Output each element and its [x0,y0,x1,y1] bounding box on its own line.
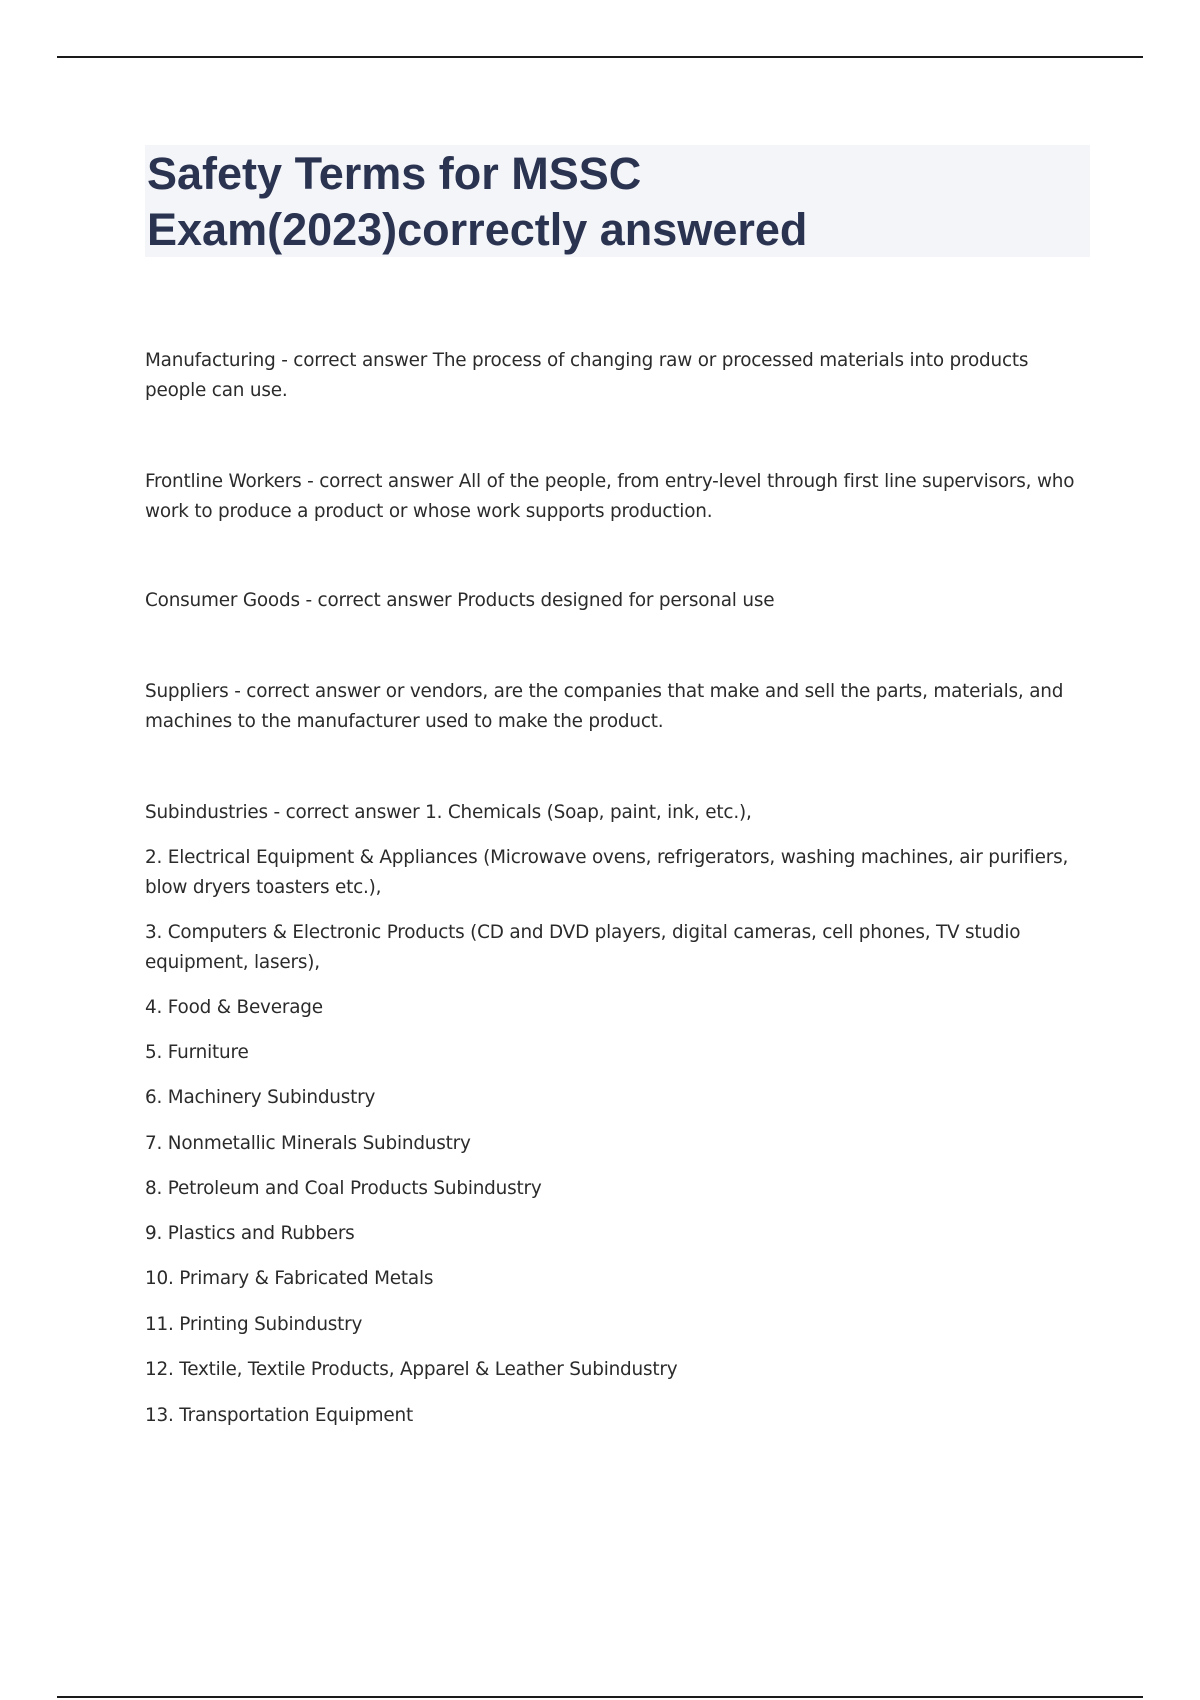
subindustry-item: 9. Plastics and Rubbers [145,1223,355,1244]
subindustry-item: 11. Printing Subindustry [145,1314,363,1335]
subindustry-item: 3. Computers & Electronic Products (CD and DVD players, digital cameras, cell phones, TV studio equipment, lasers), [145,922,1021,973]
subindustry-item: 7. Nonmetallic Minerals Subindustry [145,1133,471,1154]
subindustry-item: 5. Furniture [145,1042,249,1063]
title-line-1: Safety Terms for MSSC [147,148,642,199]
subindustry-item: 2. Electrical Equipment & Appliances (Microwave ovens, refrigerators, washing machines, air purifiers, blow dryers toasters etc.), [145,847,1069,898]
subindustry-item: 8. Petroleum and Coal Products Subindustry [145,1178,542,1199]
subindustry-item: 12. Textile, Textile Products, Apparel & Leather Subindustry [145,1359,678,1380]
term-manufacturing: Manufacturing - correct answer The process of changing raw or processed materials into products people can use. [145,350,1029,401]
document-title [147,146,1047,258]
subindustry-item: 10. Primary & Fabricated Metals [145,1268,434,1289]
subindustry-item: 13. Transportation Equipment [145,1405,413,1426]
term-subindustries: Subindustries - correct answer 1. Chemicals (Soap, paint, ink, etc.), [145,802,752,823]
top-rule [57,56,1143,58]
term-suppliers: Suppliers - correct answer or vendors, are the companies that make and sell the parts, materials, and machines to the manufacturer used to make the product. [145,681,1064,732]
term-consumer-goods: Consumer Goods - correct answer Products designed for personal use [145,590,775,611]
bottom-rule [57,1696,1143,1698]
term-frontline-workers: Frontline Workers - correct answer All of the people, from entry-level through first line supervisors, who work to produce a product or whose work supports production. [145,471,1075,522]
title-line-2: Exam(2023)correctly answered [147,204,808,255]
subindustry-item: 4. Food & Beverage [145,997,323,1018]
subindustry-item: 6. Machinery Subindustry [145,1087,376,1108]
